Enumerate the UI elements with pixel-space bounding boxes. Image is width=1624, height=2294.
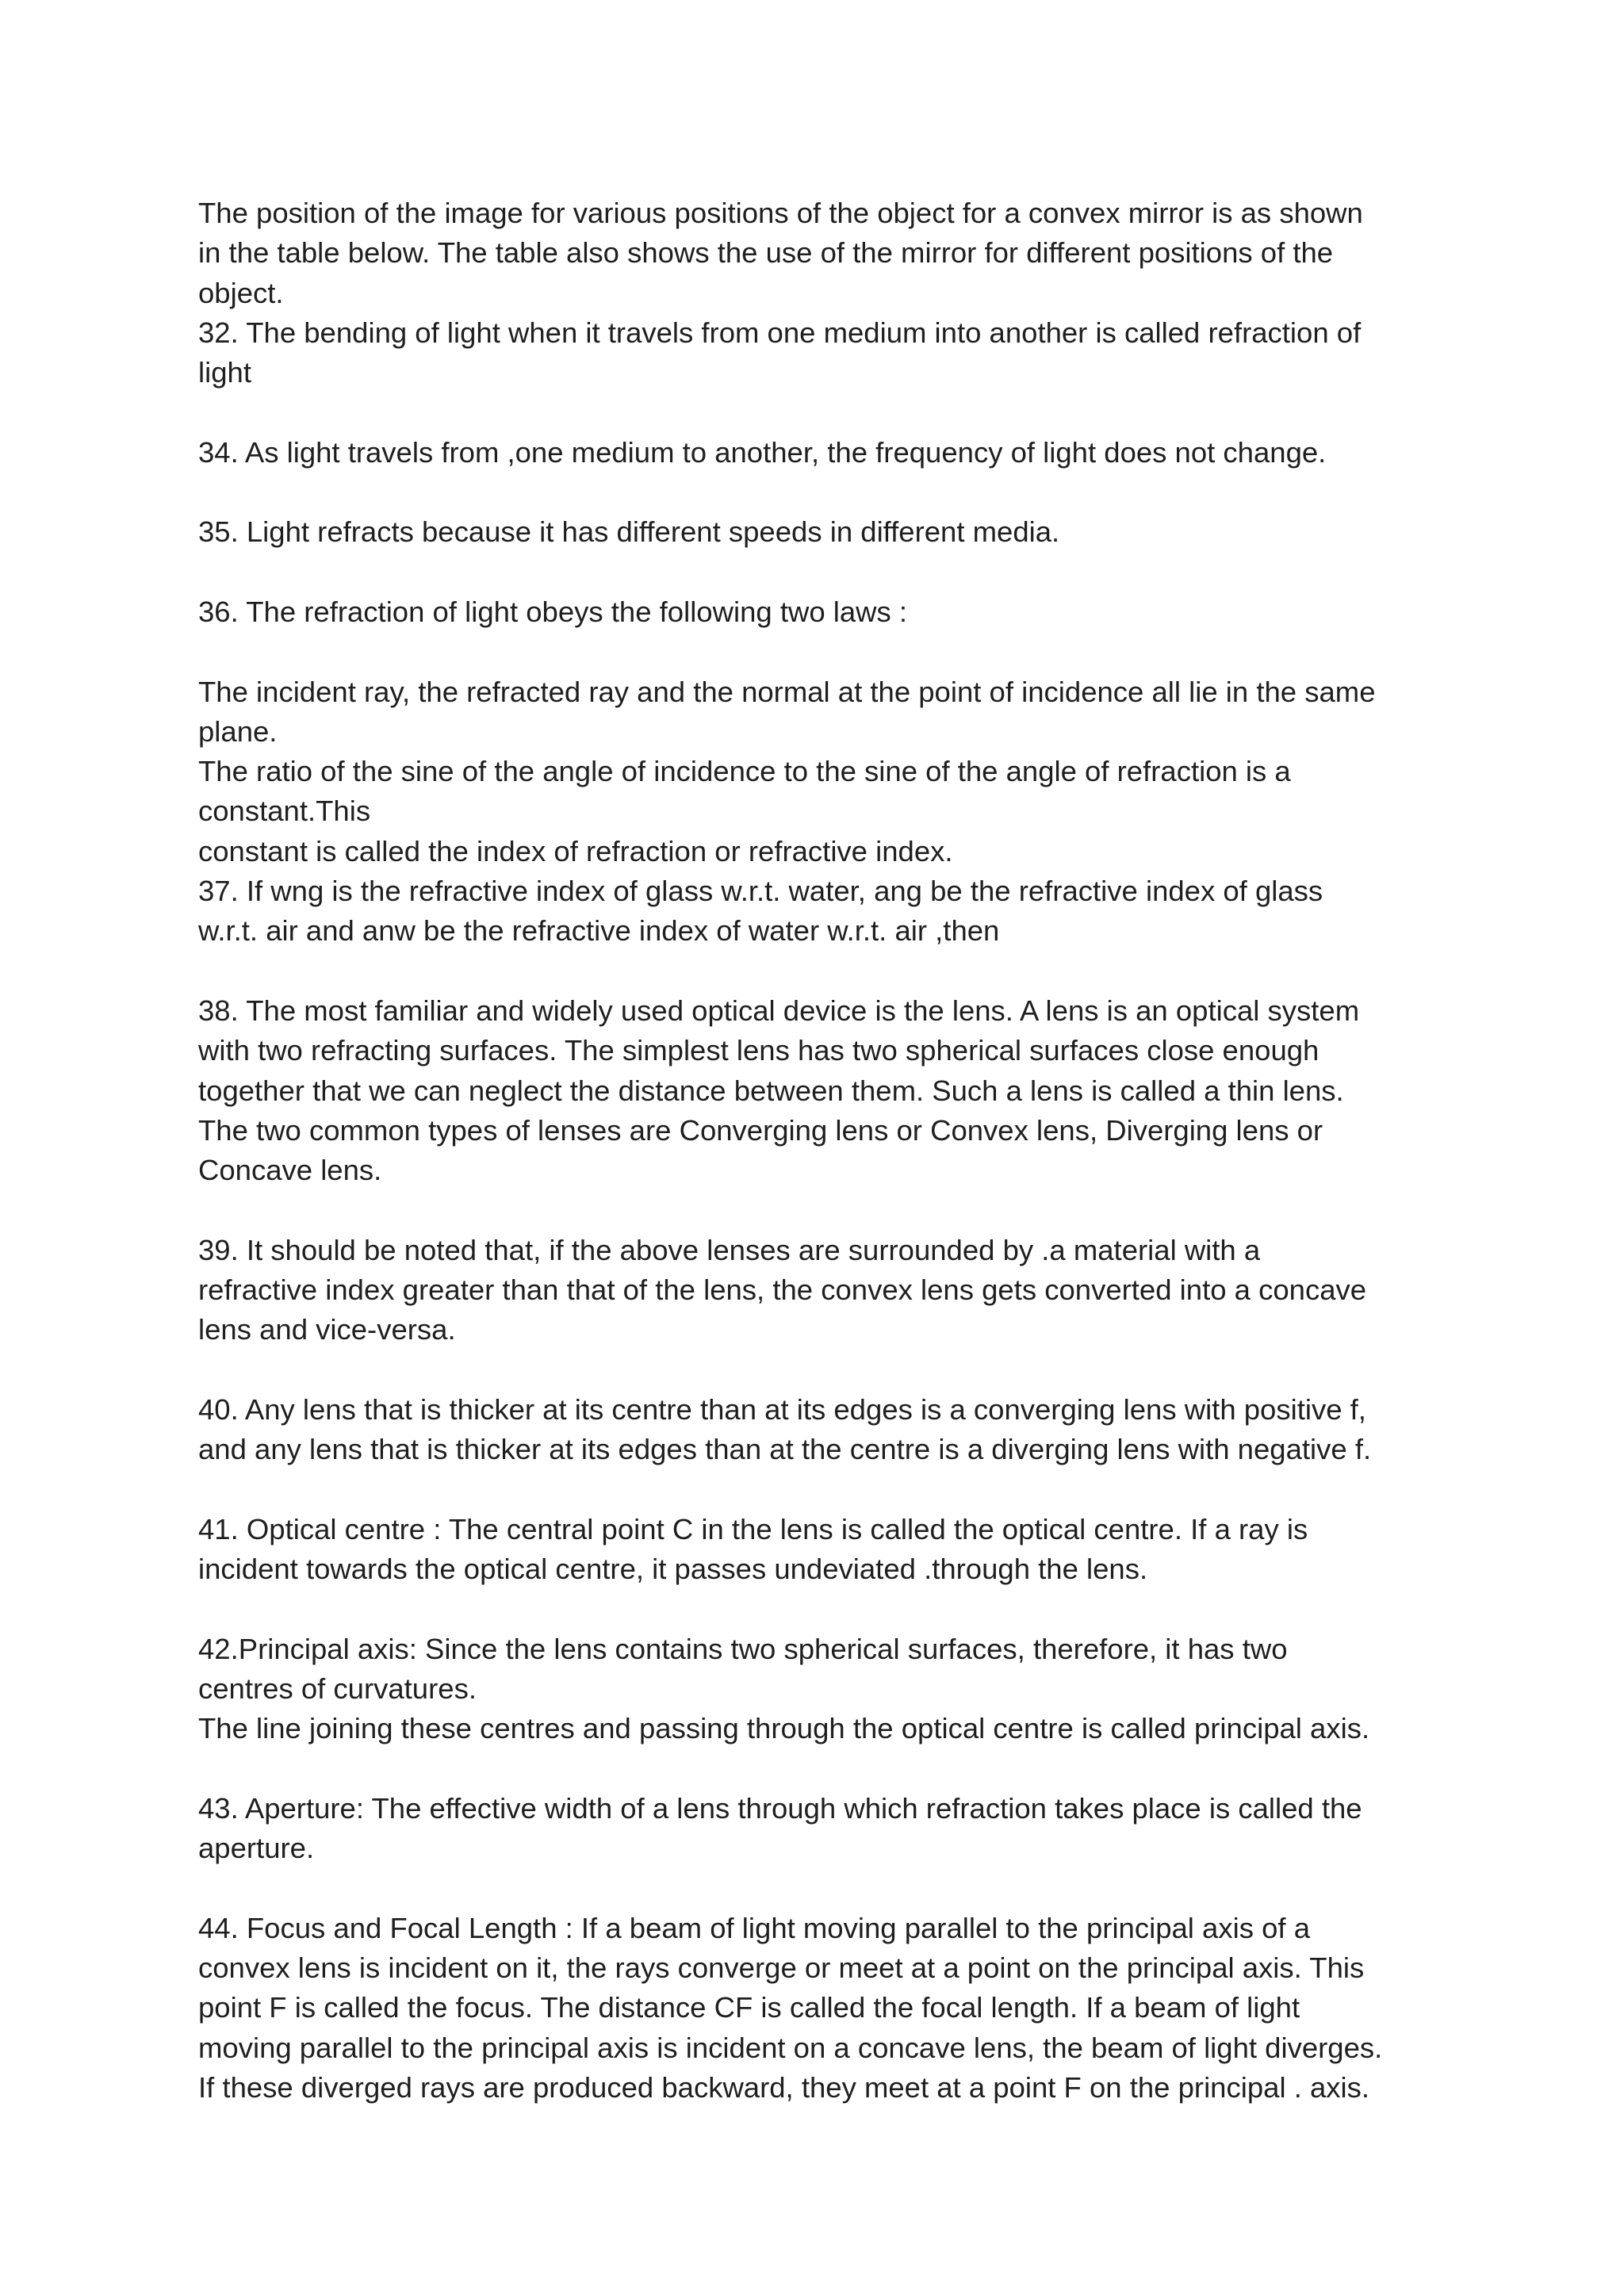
text-line: 34. As light travels from ,one medium to another, the frequency of light does not change. <box>198 435 1327 469</box>
text-line: The line joining these centres and passing through the optical centre is called principal axis. <box>198 1712 1370 1745</box>
text-line: Concave lens. <box>198 1154 382 1187</box>
text-line: 35. Light refracts because it has different speeds in different media. <box>198 515 1060 549</box>
text-line: incident towards the optical centre, it passes undeviated .through the lens. <box>198 1553 1148 1586</box>
paragraph-gap <box>198 1350 1451 1390</box>
text-line: 38. The most familiar and widely used optical device is the lens. A lens is an optical system <box>198 994 1360 1027</box>
text-line: centres of curvatures. <box>198 1672 477 1705</box>
text-line: The incident ray, the refracted ray and the normal at the point of incidence all lie in the same <box>198 675 1376 708</box>
text-line: constant.This <box>198 795 371 828</box>
paragraph-gap <box>198 1470 1451 1510</box>
text-line: 42.Principal axis: Since the lens contains two spherical surfaces, therefore, it has two <box>198 1632 1288 1665</box>
text-line: 39. It should be noted that, if the above lenses are surrounded by .a material with a <box>198 1233 1261 1266</box>
text-line: in the table below. The table also shows the use of the mirror for different positions of the <box>198 236 1334 270</box>
text-line: 41. Optical centre : The central point C in the lens is called the optical centre. If a ray is <box>198 1512 1308 1545</box>
text-line: refractive index greater than that of the lens, the convex lens gets converted into a concave <box>198 1273 1367 1307</box>
paragraph-gap <box>198 1749 1451 1789</box>
text-line: 36. The refraction of light obeys the following two laws : <box>198 595 908 628</box>
text-line: 43. Aperture: The effective width of a lens through which refraction takes place is called the <box>198 1791 1362 1825</box>
text-line: 32. The bending of light when it travels from one medium into another is called refraction of <box>198 316 1362 349</box>
document-page <box>198 193 1451 2108</box>
text-line: 44. Focus and Focal Length : If a beam of light moving parallel to the principal axis of a <box>198 1911 1310 1944</box>
text-line: aperture. <box>198 1832 315 1865</box>
text-line: If these diverged rays are produced backward, they meet at a point F on the principal . axis. <box>198 2070 1370 2104</box>
text-line: object. <box>198 276 284 309</box>
paragraph-gap <box>198 952 1451 991</box>
text-line: convex lens is incident on it, the rays converge or meet at a point on the principal axis. This <box>198 1951 1365 1985</box>
paragraph-gap <box>198 553 1451 592</box>
text-line: The ratio of the sine of the angle of incidence to the sine of the angle of refraction is a <box>198 755 1291 788</box>
text-line: The position of the image for various positions of the object for a convex mirror is as shown <box>198 197 1363 229</box>
paragraph-gap <box>198 1190 1451 1230</box>
paragraph-gap <box>198 393 1451 432</box>
paragraph-gap <box>198 1868 1451 1908</box>
text-line: and any lens that is thicker at its edges than at the centre is a diverging lens with negative f. <box>198 1433 1372 1466</box>
text-line: w.r.t. air and anw be the refractive index of water w.r.t. air ,then <box>198 914 1000 948</box>
paragraph-gap <box>198 473 1451 512</box>
text-line: lens and vice-versa. <box>198 1313 456 1346</box>
paragraph-gap <box>198 632 1451 672</box>
text-line: point F is called the focus. The distance CF is called the focal length. If a beam of light <box>198 1991 1300 2024</box>
text-line: moving parallel to the principal axis is incident on a concave lens, the beam of light diverges. <box>198 2031 1383 2064</box>
text-line: with two refracting surfaces. The simplest lens has two spherical surfaces close enough <box>198 1034 1320 1067</box>
text-line: constant is called the index of refraction or refractive index. <box>198 834 953 867</box>
text-line: The two common types of lenses are Converging lens or Convex lens, Diverging lens or <box>198 1113 1323 1147</box>
text-line: light <box>198 356 251 389</box>
text-line: 40. Any lens that is thicker at its centre than at its edges is a converging lens with positive f, <box>198 1392 1366 1426</box>
text-line: plane. <box>198 714 278 748</box>
text-line: 37. If wng is the refractive index of glass w.r.t. water, ang be the refractive index of glass <box>198 875 1323 908</box>
paragraph-gap <box>198 1589 1451 1629</box>
text-line: together that we can neglect the distance between them. Such a lens is called a thin lens. <box>198 1074 1344 1107</box>
